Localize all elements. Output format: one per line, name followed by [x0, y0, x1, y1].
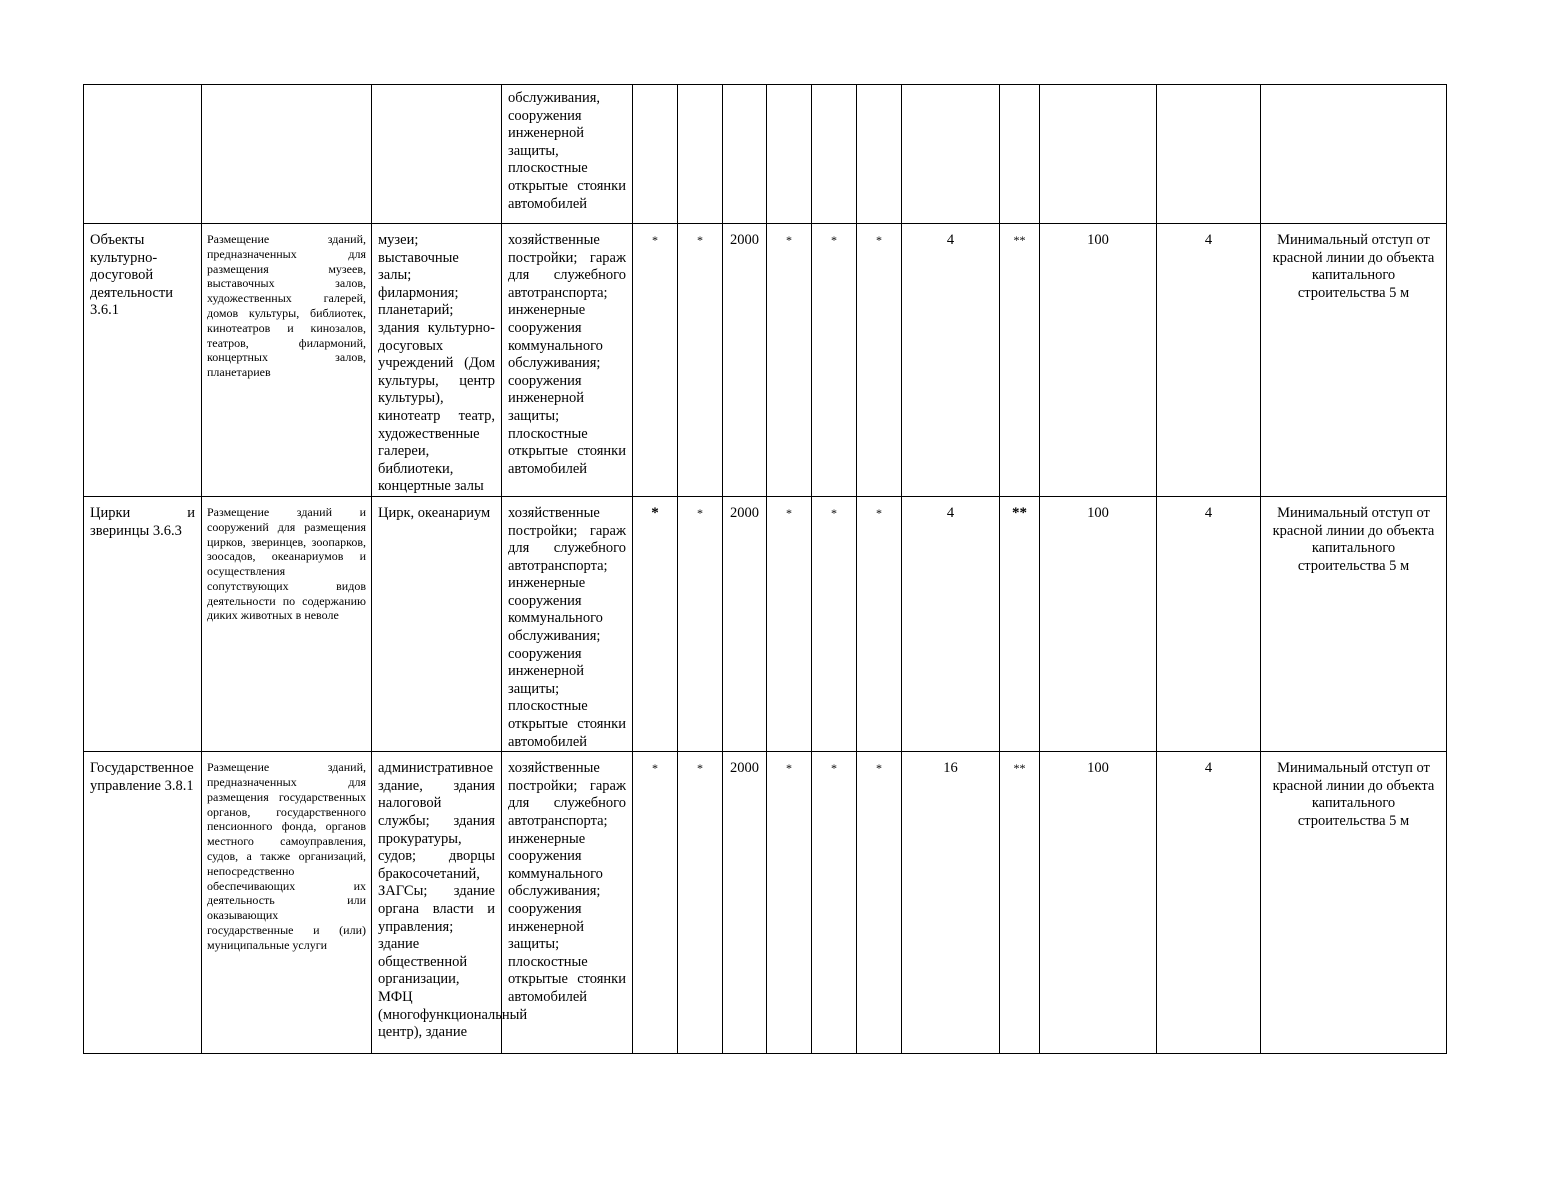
param-cell-5: * [812, 752, 857, 1054]
param-cell-1: * [633, 224, 678, 497]
main-uses-cell [372, 85, 502, 224]
table-row [84, 224, 1447, 497]
param-cell-1 [633, 85, 678, 224]
param-cell-8: ** [1000, 496, 1040, 751]
param-cell-6: * [857, 224, 902, 497]
zone-name-cell: Государственное управление 3.8.1 [84, 752, 202, 1054]
param-cell-2: * [678, 496, 723, 751]
param-cell-1: * [633, 752, 678, 1054]
note-cell: Минимальный отступ от красной линии до объекта капитального строительства 5 м [1261, 496, 1447, 751]
param-cell-4: * [767, 496, 812, 751]
zone-name-cell: Цирки и зверинцы 3.6.3 [84, 496, 202, 751]
param-cell-6 [857, 85, 902, 224]
auxiliary-uses-cell: хозяйственные постройки; гараж для служебного автотранспорта; инженерные сооружения коммунального обслуживания; сооружения инженерной защиты; плоскостные открытые стоянки автомобилей [502, 224, 633, 497]
param-cell-8: ** [1000, 752, 1040, 1054]
param-cell-1: * [633, 496, 678, 751]
description-cell: Размещение зданий и сооружений для размещения цирков, зверинцев, зоопарков, зоосадов, океанариумов и осуществления сопутствующих видов деятельности по содержанию диких животных в неволе [202, 496, 372, 751]
table-row [84, 496, 1447, 751]
floors-cell: 4 [902, 224, 1000, 497]
main-uses-cell: административное здание, здания налоговой службы; здания прокуратуры, судов; дворцы бракосочетаний, ЗАГСы; здание органа власти и управления; здание общественной организации, МФЦ (многофункциональный центр), здание [372, 752, 502, 1054]
main-uses-cell: Цирк, океанариум [372, 496, 502, 751]
note-cell [1261, 85, 1447, 224]
param-cell-3: 2000 [723, 496, 767, 751]
param-cell-5: * [812, 224, 857, 497]
param-cell-6: * [857, 752, 902, 1054]
param-cell-4: * [767, 752, 812, 1054]
param-cell-2: * [678, 752, 723, 1054]
param-cell-3 [723, 85, 767, 224]
auxiliary-uses-cell: хозяйственные постройки; гараж для служебного автотранспорта; инженерные сооружения коммунального обслуживания; сооружения инженерной защиты; плоскостные открытые стоянки автомобилей [502, 496, 633, 751]
main-uses-cell: музеи; выставочные залы; филармония; планетарий; здания культурно-досуговых учреждений (Дом культуры, центр культуры), кинотеатр театр, художественные галереи, библиотеки, концертные залы [372, 224, 502, 497]
description-cell: Размещение зданий, предназначенных для размещения государственных органов, государственного пенсионного фонда, органов местного самоуправления, судов, а также организаций, непосредственно обеспечивающих их деятельность или оказывающих государственные и (или) муниципальные услуги [202, 752, 372, 1054]
param-cell-5 [812, 85, 857, 224]
param-cell-3: 2000 [723, 752, 767, 1054]
percent-cell: 100 [1040, 752, 1157, 1054]
zone-name-cell [84, 85, 202, 224]
regulations-table [83, 84, 1447, 1054]
note-cell: Минимальный отступ от красной линии до объекта капитального строительства 5 м [1261, 224, 1447, 497]
percent-cell [1040, 85, 1157, 224]
table-row [84, 752, 1447, 1054]
param-cell-4: * [767, 224, 812, 497]
percent-cell: 100 [1040, 224, 1157, 497]
note-cell: Минимальный отступ от красной линии до объекта капитального строительства 5 м [1261, 752, 1447, 1054]
floors-cell [902, 85, 1000, 224]
zone-name-cell: Объекты культурно-досуговой деятельности 3.6.1 [84, 224, 202, 497]
param-cell-10: 4 [1157, 752, 1261, 1054]
param-cell-3: 2000 [723, 224, 767, 497]
param-cell-10: 4 [1157, 496, 1261, 751]
param-cell-10 [1157, 85, 1261, 224]
param-cell-4 [767, 85, 812, 224]
param-cell-8: ** [1000, 224, 1040, 497]
param-cell-5: * [812, 496, 857, 751]
percent-cell: 100 [1040, 496, 1157, 751]
auxiliary-uses-cell: обслуживания, сооружения инженерной защиты, плоскостные открытые стоянки автомобилей [502, 85, 633, 224]
floors-cell: 16 [902, 752, 1000, 1054]
description-cell: Размещение зданий, предназначенных для размещения музеев, выставочных залов, художественных галерей, домов культуры, библиотек, кинотеатров и кинозалов, театров, филармоний, концертных залов, планетариев [202, 224, 372, 497]
floors-cell: 4 [902, 496, 1000, 751]
param-cell-10: 4 [1157, 224, 1261, 497]
description-cell [202, 85, 372, 224]
param-cell-2: * [678, 224, 723, 497]
param-cell-6: * [857, 496, 902, 751]
table-row [84, 85, 1447, 224]
param-cell-2 [678, 85, 723, 224]
param-cell-8 [1000, 85, 1040, 224]
auxiliary-uses-cell: хозяйственные постройки; гараж для служебного автотранспорта; инженерные сооружения коммунального обслуживания; сооружения инженерной защиты; плоскостные открытые стоянки автомобилей [502, 752, 633, 1054]
